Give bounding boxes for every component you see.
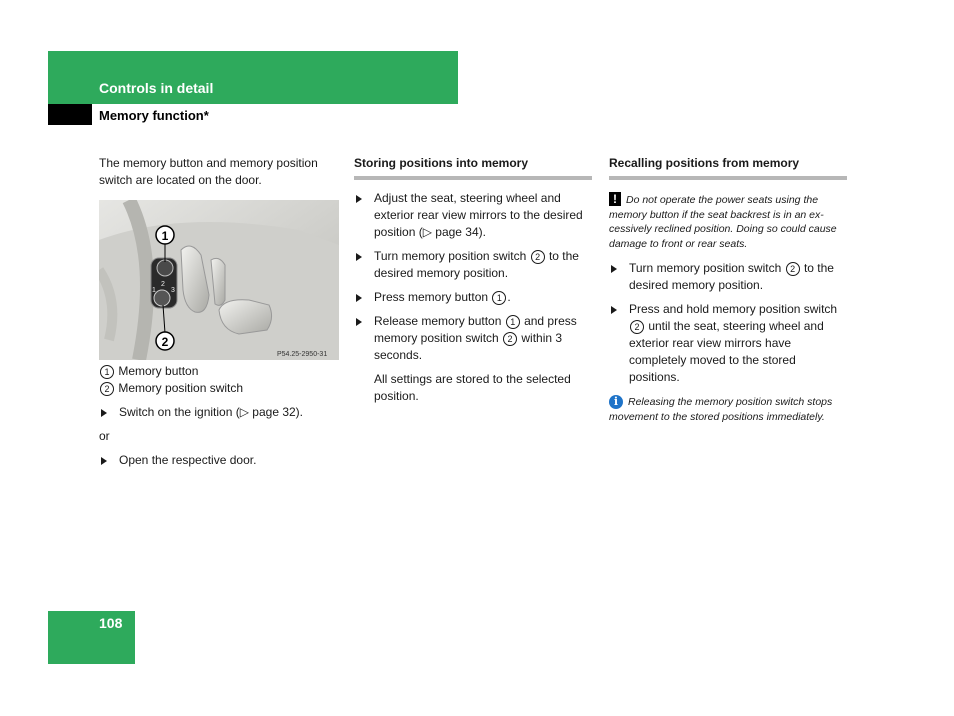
bullet-arrow-icon <box>101 409 107 417</box>
column-3 <box>609 155 847 424</box>
recall-step-1: Turn memory position switch 2 to the desired memory position. <box>609 260 847 294</box>
column-2 <box>354 155 592 405</box>
bullet-arrow-icon <box>356 253 362 261</box>
switch-label-2: 2 <box>161 281 165 288</box>
legend-number: 1 <box>100 365 114 379</box>
ref-number: 2 <box>786 262 800 276</box>
recalling-heading: Recalling positions from memory <box>609 155 847 180</box>
ref-number: 1 <box>506 315 520 329</box>
column-1 <box>99 155 339 469</box>
section-marker <box>48 104 92 125</box>
chapter-title: Controls in detail <box>99 80 214 96</box>
callout-1: 1 <box>161 229 169 243</box>
legend-number: 2 <box>100 382 114 396</box>
intro-text: The memory button and memory position switch are located on the door. <box>99 156 318 187</box>
page-ref-arrow-icon: ▷ <box>422 225 432 239</box>
switch-label-3: 3 <box>171 287 175 294</box>
legend-item <box>99 380 339 397</box>
bullet-arrow-icon <box>356 318 362 326</box>
or-text: or <box>99 429 110 443</box>
store-step-1: Adjust the seat, steering wheel and exterior rear view mirrors to the desired position (▷ page 34). <box>354 190 592 241</box>
section-title: Memory function* <box>99 108 209 123</box>
bullet-arrow-icon <box>611 306 617 314</box>
store-step-2: Turn memory position switch 2 to the desired memory position. <box>354 248 592 282</box>
store-step-3: Press memory button 1 . <box>354 289 592 306</box>
legend-text: Memory position switch <box>118 381 244 395</box>
bullet-arrow-icon <box>101 457 107 465</box>
door-controls-photo <box>99 200 339 360</box>
store-step-4: Release memory button 1 and press memory position switch 2 within 3 seconds. <box>354 313 592 364</box>
step-open-door: Open the respective door. <box>99 452 339 469</box>
info-icon: i <box>609 395 623 409</box>
store-note: All settings are stored to the selected position. <box>374 372 571 403</box>
bullet-arrow-icon <box>611 265 617 273</box>
ref-number: 2 <box>630 320 644 334</box>
switch-label-1: 1 <box>152 287 156 294</box>
ref-number: 2 <box>503 332 517 346</box>
recall-step-2: Press and hold memory position switch 2 until the seat, steering wheel and exterior rear view mirrors have completely moved to the stored positions. <box>609 301 847 386</box>
ref-number: 2 <box>531 250 545 264</box>
legend-item <box>99 363 339 380</box>
legend-text: Memory button <box>118 364 199 378</box>
ref-number: 1 <box>492 291 506 305</box>
page-number: 108 <box>99 615 123 631</box>
page-ref-arrow-icon: ▷ <box>239 405 249 419</box>
bullet-arrow-icon <box>356 195 362 203</box>
door-panel-illustration <box>99 200 339 360</box>
info-note: i Releasing the memory position switch stops movement to the stored positions immediately. <box>609 395 833 423</box>
warning-icon: ! <box>609 192 621 206</box>
callout-2: 2 <box>161 335 169 349</box>
storing-heading: Storing positions into memory <box>354 155 592 180</box>
bullet-arrow-icon <box>356 294 362 302</box>
warning-note: ! Do not operate the power seats using the memory button if the seat backrest is in an ex-cessively reclined position. Doing so could cause damage to front or rear seats. <box>609 192 837 250</box>
image-caption: P54.25-2950-31 <box>277 351 328 358</box>
header-banner <box>48 51 458 104</box>
step-ignition: Switch on the ignition (▷ page 32). <box>99 404 339 421</box>
